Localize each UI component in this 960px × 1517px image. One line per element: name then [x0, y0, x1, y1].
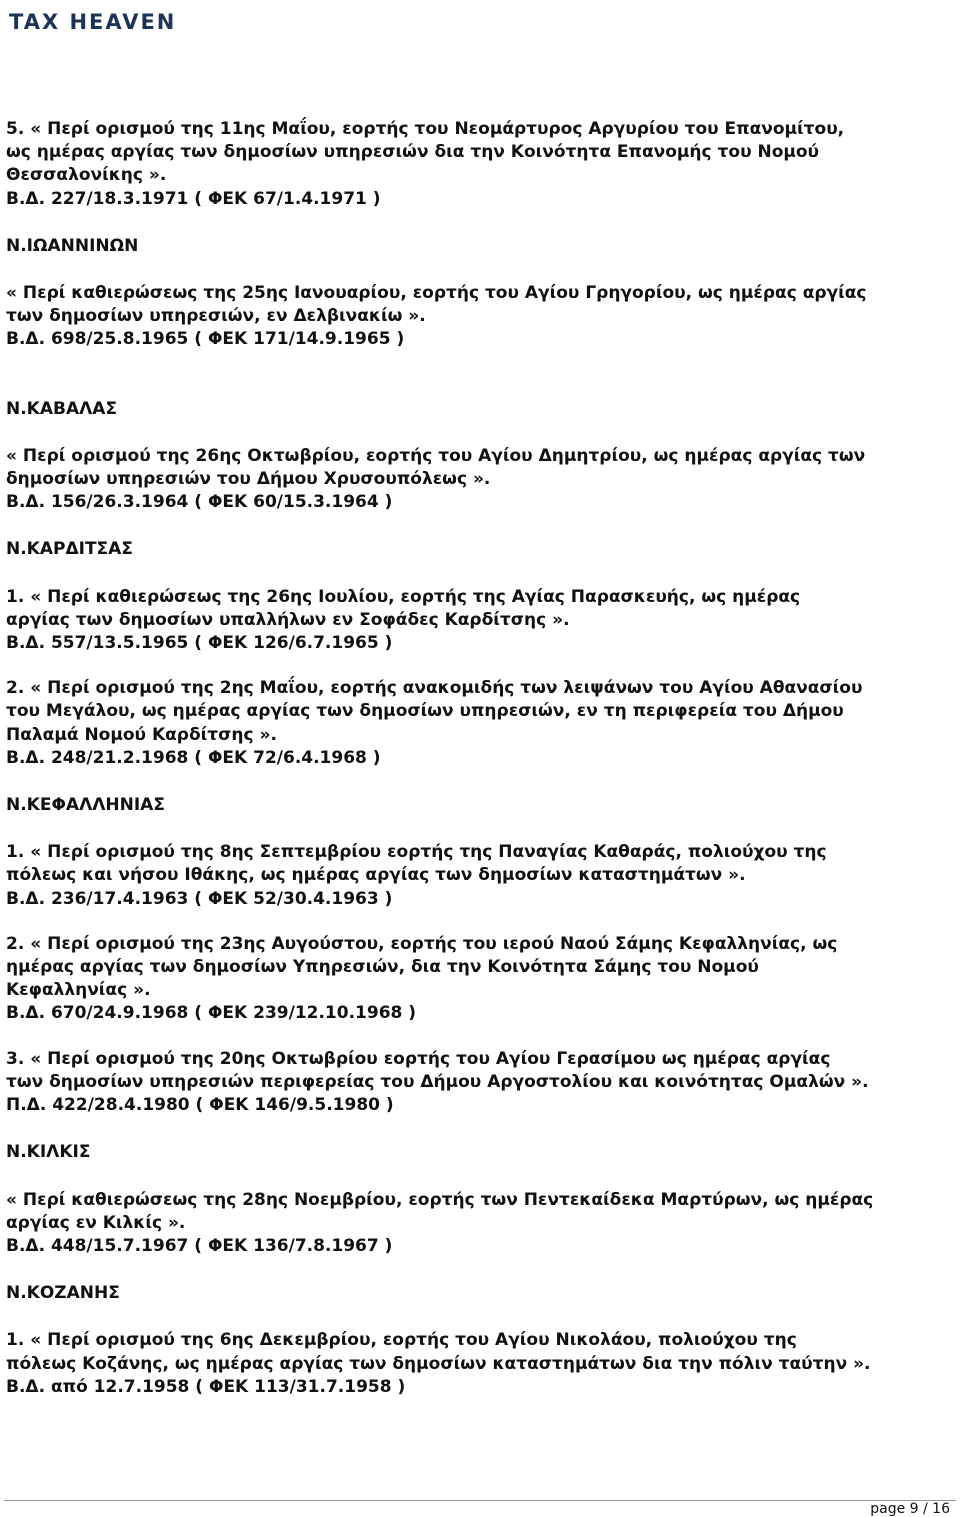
section-karditsas-item-2 — [6, 677, 956, 770]
text-line: Κεφαλληνίας ». — [6, 980, 151, 1001]
text-line: Ν.ΙΩΑΝΝΙΝΩΝ — [6, 235, 139, 256]
text-line: ημέρας αργίας των δημοσίων Υπηρεσιών, δια την Κοινότητα Σάμης του Νομού — [6, 957, 759, 978]
page-number: page 9 / 16 — [870, 1501, 950, 1517]
text-line: των δημοσίων υπηρεσιών, εν Δελβινακίω ». — [6, 306, 426, 327]
text-line: δημοσίων υπηρεσιών του Δήμου Χρυσουπόλεως ». — [6, 469, 491, 490]
text-line: πόλεως και νήσου Ιθάκης, ως ημέρας αργίας των δημοσίων καταστημάτων ». — [6, 865, 746, 886]
footer-divider — [4, 1500, 956, 1501]
text-line: 2. « Περί ορισμού της 2ης Μαΐου, εορτής ανακομιδής των λειψάνων του Αγίου Αθανασίου — [6, 678, 863, 699]
section-kefallinias-item-2 — [6, 933, 956, 1026]
text-line: 3. « Περί ορισμού της 20ης Οκτωβρίου εορτής του Αγίου Γερασίμου ως ημέρας αργίας — [6, 1048, 831, 1069]
text-line: 1. « Περί ορισμού της 6ης Δεκεμβρίου, εορτής του Αγίου Νικολάου, πολιούχου της — [6, 1330, 797, 1351]
text-line: Β.Δ. 248/21.2.1968 ( ΦΕΚ 72/6.4.1968 ) — [6, 747, 381, 768]
text-line: Ν.ΚΕΦΑΛΛΗΝΙΑΣ — [6, 795, 165, 816]
text-line: Β.Δ. 698/25.8.1965 ( ΦΕΚ 171/14.9.1965 ) — [6, 329, 405, 350]
heading-kozanis — [6, 1282, 956, 1305]
text-line: Β.Δ. από 12.7.1958 ( ΦΕΚ 113/31.7.1958 ) — [6, 1376, 406, 1397]
text-line: Θεσσαλονίκης ». — [6, 165, 167, 186]
text-line: Ν.ΚΑΒΑΛΑΣ — [6, 398, 118, 419]
text-line: Β.Δ. 227/18.3.1971 ( ΦΕΚ 67/1.4.1971 ) — [6, 188, 381, 209]
heading-kefallinias — [6, 794, 956, 817]
section-kozanis-item-1 — [6, 1329, 956, 1399]
text-line: « Περί ορισμού της 26ης Οκτωβρίου, εορτής του Αγίου Δημητρίου, ως ημέρας αργίας των — [6, 445, 866, 466]
text-line: « Περί καθιερώσεως της 28ης Νοεμβρίου, εορτής των Πεντεκαίδεκα Μαρτύρων, ως ημέρας — [6, 1189, 874, 1210]
logo-text: TAX HEAVEN — [9, 10, 177, 34]
text-line: Β.Δ. 448/15.7.1967 ( ΦΕΚ 136/7.8.1967 ) — [6, 1235, 393, 1256]
text-line: 2. « Περί ορισμού της 23ης Αυγούστου, εορτής του ιερού Ναού Σάμης Κεφαλληνίας, ως — [6, 933, 838, 954]
text-line: Β.Δ. 670/24.9.1968 ( ΦΕΚ 239/12.10.1968 ) — [6, 1003, 417, 1024]
text-line: των δημοσίων υπηρεσιών περιφερείας του Δήμου Αργοστολίου και κοινότητας Ομαλών ». — [6, 1071, 869, 1092]
text-line: του Μεγάλου, ως ημέρας αργίας των δημοσίων υπηρεσιών, εν τη περιφερεία του Δήμου — [6, 701, 844, 722]
heading-kilkis — [6, 1141, 956, 1164]
document-body — [6, 118, 956, 1399]
text-line: αργίας εν Κιλκίς ». — [6, 1212, 186, 1233]
text-line: Ν.ΚΑΡΔΙΤΣΑΣ — [6, 539, 133, 560]
text-line: Β.Δ. 236/17.4.1963 ( ΦΕΚ 52/30.4.1963 ) — [6, 888, 393, 909]
text-line: Β.Δ. 557/13.5.1965 ( ΦΕΚ 126/6.7.1965 ) — [6, 633, 393, 654]
text-line: 5. « Περί ορισμού της 11ης Μαΐου, εορτής του Νεομάρτυρος Αργυρίου του Επανομίτου, — [6, 119, 845, 139]
section-kefallinias-item-1 — [6, 841, 956, 911]
section-thessaloniki-item-5 — [6, 118, 956, 211]
text-line: ως ημέρας αργίας των δημοσίων υπηρεσιών δια την Κοινότητα Επανομής του Νομού — [6, 142, 820, 163]
text-line: Β.Δ. 156/26.3.1964 ( ΦΕΚ 60/15.3.1964 ) — [6, 492, 393, 513]
tax-heaven-logo — [9, 10, 255, 34]
text-line: Ν.ΚΟΖΑΝΗΣ — [6, 1283, 120, 1304]
text-line: πόλεως Κοζάνης, ως ημέρας αργίας των δημοσίων καταστημάτων δια την πόλιν ταύτην ». — [6, 1353, 871, 1374]
text-line: αργίας των δημοσίων υπαλλήλων εν Σοφάδες Καρδίτσης ». — [6, 609, 570, 630]
heading-kavalas — [6, 398, 956, 421]
section-karditsas-item-1 — [6, 586, 956, 656]
section-ioanninon-item — [6, 282, 956, 352]
text-line: 1. « Περί ορισμού της 8ης Σεπτεμβρίου εορτής της Παναγίας Καθαράς, πολιούχου της — [6, 842, 827, 863]
text-line: Ν.ΚΙΛΚΙΣ — [6, 1142, 91, 1163]
section-kavalas-item — [6, 445, 956, 515]
heading-karditsas — [6, 538, 956, 561]
text-line: Παλαμά Νομού Καρδίτσης ». — [6, 724, 277, 745]
text-line: Π.Δ. 422/28.4.1980 ( ΦΕΚ 146/9.5.1980 ) — [6, 1095, 394, 1116]
section-kilkis-item — [6, 1189, 956, 1259]
section-kefallinias-item-3 — [6, 1048, 956, 1118]
text-line: « Περί καθιερώσεως της 25ης Ιανουαρίου, εορτής του Αγίου Γρηγορίου, ως ημέρας αργίας — [6, 283, 867, 304]
text-line: 1. « Περί καθιερώσεως της 26ης Ιουλίου, εορτής της Αγίας Παρασκευής, ως ημέρας — [6, 586, 801, 607]
heading-ioanninon — [6, 235, 956, 258]
